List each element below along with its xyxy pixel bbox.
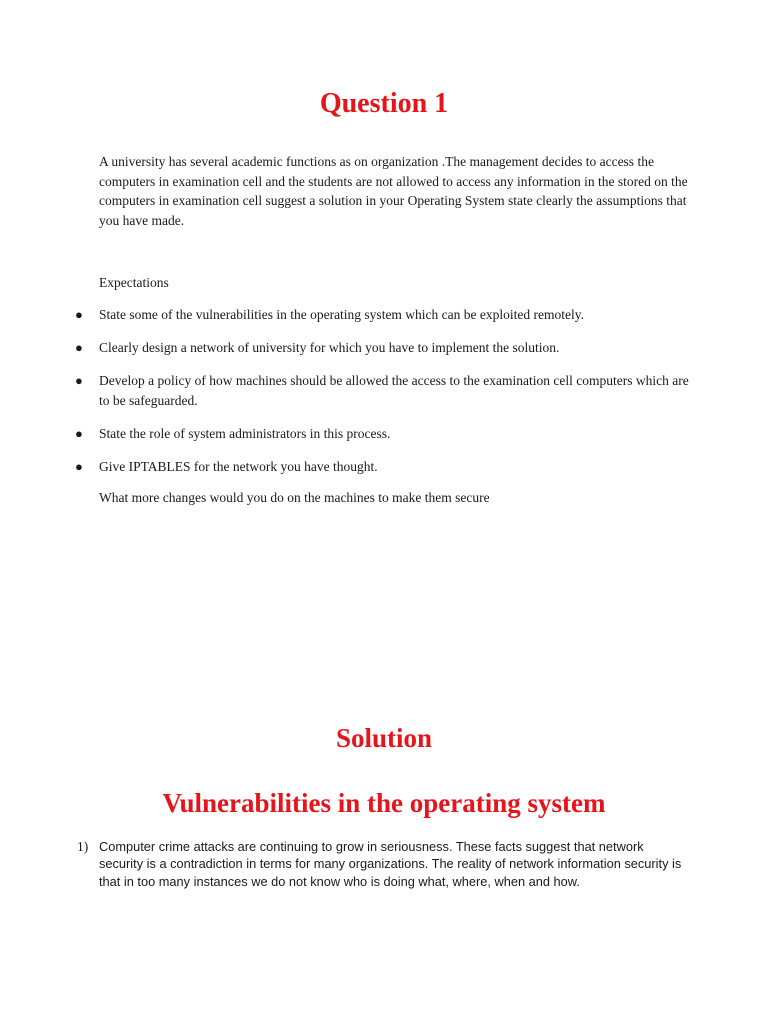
list-item-text: Develop a policy of how machines should be allowed the access to the examination cell computers which are to be safeguarded. [99, 373, 689, 408]
list-item [0, 338, 689, 358]
list-item-text: State the role of system administrators in this process. [99, 425, 391, 441]
closing-question: What more changes would you do on the machines to make them secure [99, 490, 490, 505]
question-intro: A university has several academic functions as on organization .The management decides to access the computers in examination cell and the students are not allowed to access any information in the stored on the computers in examination cell suggest a solution in your Operating System state clearly the assumptions that you have made. [99, 154, 688, 228]
list-item [0, 424, 689, 444]
item-text: Computer crime attacks are continuing to grow in seriousness. These facts suggest that network security is a contradiction in terms for many organizations. The reality of network information security is that in too many instances we do not know who is doing what, where, when and how. [99, 839, 682, 889]
item-number: 1) [77, 839, 89, 854]
solution-subtitle: Vulnerabilities in the operating system [162, 788, 606, 818]
bullet-icon: ● [75, 458, 83, 474]
list-item-text: State some of the vulnerabilities in the operating system which can be exploited remotely. [99, 307, 584, 322]
expectations-label: Expectations [99, 275, 169, 290]
list-item [0, 457, 689, 477]
bullet-icon: ● [75, 340, 83, 355]
list-item [0, 371, 689, 410]
question-title: Question 1 [319, 88, 449, 119]
list-item-text: Give IPTABLES for the network you have thought. [99, 458, 378, 474]
bullet-icon: ● [75, 425, 83, 441]
bullet-icon: ● [75, 373, 83, 388]
solution-title: Solution [335, 723, 433, 753]
expectations-list [0, 305, 768, 490]
bullet-icon: ● [75, 307, 83, 322]
list-item [0, 305, 689, 325]
list-item-text: Clearly design a network of university for which you have to implement the solution. [99, 340, 560, 355]
